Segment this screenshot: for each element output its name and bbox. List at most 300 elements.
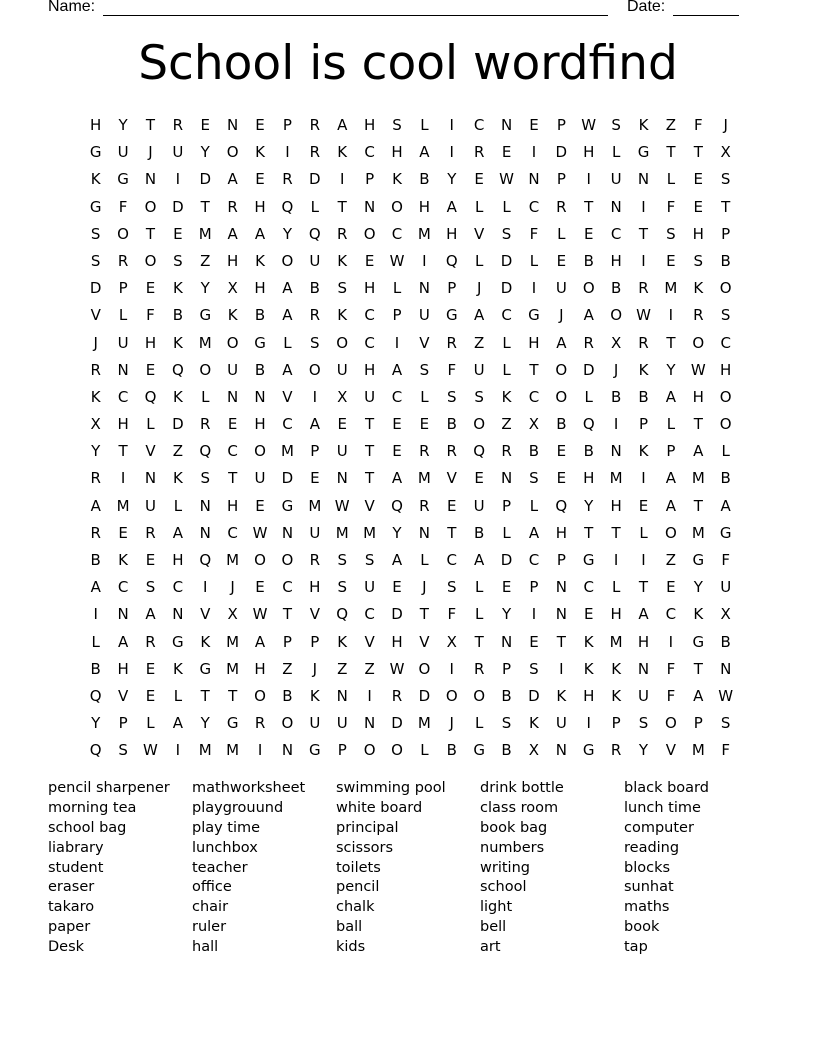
grid-letter: A [117,632,129,651]
grid-letter: G [226,714,239,733]
grid-letter: L [420,551,429,569]
grid-letter: H [172,551,184,569]
grid-letter: R [90,523,101,542]
grid-letter: F [721,551,730,569]
grid-letter: S [90,251,101,270]
word-list-item: light [480,899,513,916]
grid-letter: N [500,116,513,134]
grid-letter: M [308,496,322,515]
grid-letter: E [337,415,347,434]
grid-letter: K [118,551,128,569]
grid-letter: V [145,442,156,461]
grid-letter: P [392,306,402,325]
grid-letter: R [556,197,567,216]
grid-row [82,493,742,520]
grid-letter: M [609,632,623,651]
grid-letter: E [529,116,539,134]
word-list-item: school [480,879,527,896]
grid-letter: L [283,333,292,352]
grid-letter: A [227,170,238,189]
grid-letter: U [638,686,649,705]
grid-row [82,574,742,601]
grid-letter: Y [200,714,210,733]
word-list-item: playgrouund [192,799,284,816]
grid-letter: O [308,360,321,379]
grid-letter: S [720,714,731,733]
grid-letter: I [422,251,427,270]
grid-letter: U [555,279,567,298]
grid-letter: P [666,442,676,461]
grid-letter: I [531,143,537,162]
grid-letter: D [500,551,513,569]
grid-letter: C [528,197,540,216]
grid-letter: L [146,714,155,733]
grid-letter: K [337,632,348,651]
grid-letter: A [665,496,677,515]
grid-letter: L [173,496,183,515]
grid-letter: O [391,741,403,760]
grid-letter: X [610,333,622,352]
grid-letter: P [118,714,128,733]
grid-letter: G [582,551,595,569]
grid-letter: E [583,605,594,624]
grid-letter: I [641,469,646,488]
word-list-item: principal [336,819,399,836]
grid-letter: W [389,659,405,678]
grid-letter: A [391,469,403,488]
grid-letter: A [254,632,266,651]
grid-letter: B [446,415,457,434]
grid-letter: K [90,387,101,406]
grid-letter: P [556,116,566,134]
grid-letter: C [391,387,403,406]
grid-letter: F [666,686,676,705]
grid-letter: U [172,143,184,162]
grid-letter: G [528,306,540,325]
grid-letter: C [446,551,458,569]
grid-letter: S [447,578,457,597]
grid-letter: G [309,741,321,760]
grid-letter: T [693,143,703,162]
grid-letter: O [391,197,403,216]
grid-letter: O [254,551,266,569]
grid-letter: C [528,551,540,569]
word-list-item: sunhat [624,879,674,896]
grid-letter: E [556,251,567,270]
grid-letter: T [365,442,375,461]
grid-letter: V [117,686,129,705]
grid-letter: E [447,496,457,515]
grid-letter: A [474,306,485,325]
grid-letter: K [172,469,183,488]
grid-letter: A [172,523,183,542]
grid-letter: H [227,251,239,270]
grid-letter: R [145,523,156,542]
word-list-item: numbers [480,839,545,856]
grid-letter: B [474,523,485,542]
grid-letter: U [555,714,567,733]
grid-letter: E [666,251,676,270]
grid-letter: L [420,116,429,134]
grid-letter: Z [200,251,211,270]
grid-letter: T [419,605,429,624]
grid-letter: V [474,224,485,243]
grid-letter: J [422,578,427,597]
grid-letter: Y [693,578,703,597]
grid-letter: N [199,523,211,542]
grid-letter: P [282,632,292,651]
grid-letter: L [392,279,402,298]
grid-letter: O [555,360,568,379]
grid-letter: H [610,605,622,624]
grid-letter: P [502,496,512,515]
grid-letter: O [719,415,732,434]
word-list-item: ruler [192,919,227,936]
grid-letter: D [281,469,294,488]
grid-letter: V [364,496,375,515]
letter-grid [82,112,742,765]
grid-letter: M [417,714,431,733]
grid-letter: N [555,741,567,760]
grid-letter: N [418,279,430,298]
grid-letter: T [529,360,539,379]
grid-letter: T [556,632,566,651]
grid-letter: A [90,578,101,597]
grid-letter: G [117,170,129,189]
grid-letter: X [227,605,238,624]
grid-letter: C [117,387,129,406]
grid-letter: U [364,578,376,597]
grid-letter: V [90,306,101,325]
grid-letter: X [720,605,731,624]
grid-letter: O [473,415,486,434]
grid-letter: C [364,333,375,352]
grid-letter: O [336,333,349,352]
grid-letter: L [584,387,593,406]
grid-letter: O [144,197,157,216]
grid-letter: M [198,741,212,760]
grid-letter: I [367,686,372,705]
grid-letter: W [389,251,405,270]
word-list-item: liabrary [48,839,104,856]
grid-letter: B [720,469,731,488]
grid-letter: H [610,496,622,515]
grid-letter: H [446,224,458,243]
grid-letter: N [637,170,650,189]
grid-letter: A [282,360,293,379]
grid-letter: T [721,197,731,216]
grid-letter: H [528,333,540,352]
grid-letter: L [201,387,210,406]
grid-row [82,275,742,302]
grid-letter: R [172,116,184,134]
grid-letter: R [419,496,430,515]
grid-letter: N [637,659,650,678]
grid-letter: L [474,251,484,270]
word-list [48,779,788,958]
grid-letter: H [254,279,266,298]
page-title: School is cool wordfind [138,36,678,91]
grid-letter: Y [392,523,402,542]
grid-letter: O [582,279,595,298]
grid-letter: H [363,116,376,134]
grid-letter: J [230,578,235,597]
grid-letter: N [610,442,622,461]
grid-letter: F [447,605,457,624]
grid-letter: K [556,686,567,705]
date-field-line[interactable] [673,15,739,16]
grid-letter: E [145,360,156,379]
grid-letter: L [611,143,621,162]
grid-letter: C [528,387,540,406]
grid-letter: Y [91,714,101,733]
grid-letter: I [613,415,619,434]
grid-letter: C [720,333,731,352]
grid-letter: L [502,333,511,352]
word-list-item: reading [624,839,680,856]
grid-letter: S [693,251,704,270]
grid-letter: L [666,415,676,434]
grid-letter: Q [199,551,212,569]
grid-letter: L [474,714,484,733]
grid-letter: H [637,632,650,651]
grid-letter: B [90,551,101,569]
grid-letter: P [529,578,539,597]
grid-letter: D [500,251,513,270]
grid-letter: P [310,632,320,651]
grid-row [82,656,742,683]
grid-letter: C [473,116,485,134]
grid-letter: H [610,251,622,270]
grid-letter: H [391,143,403,162]
grid-letter: W [334,496,350,515]
grid-letter: W [499,170,514,189]
word-list-item: student [48,859,104,876]
grid-letter: D [555,143,568,162]
grid-row [82,112,742,139]
grid-letter: G [281,496,294,515]
grid-letter: E [145,659,156,678]
grid-letter: U [227,360,239,379]
grid-letter: L [557,224,566,243]
grid-letter: D [199,170,212,189]
grid-letter: L [474,605,484,624]
grid-letter: S [364,551,375,569]
grid-letter: H [309,578,321,597]
grid-letter: E [310,469,320,488]
grid-letter: P [337,741,347,760]
grid-letter: B [556,415,567,434]
grid-letter: Z [665,116,677,134]
grid-letter: O [664,523,677,542]
grid-letter: E [501,143,512,162]
grid-letter: A [474,551,485,569]
grid-letter: E [364,251,375,270]
grid-letter: I [449,116,454,134]
grid-letter: J [93,333,98,352]
grid-letter: P [365,170,375,189]
grid-letter: R [638,279,649,298]
grid-letter: B [501,686,512,705]
grid-letter: X [528,415,540,434]
grid-letter: P [556,170,566,189]
grid-letter: T [638,224,649,243]
grid-letter: Z [364,659,375,678]
grid-letter: K [337,306,348,325]
grid-letter: R [391,686,403,705]
grid-letter: J [312,659,318,678]
grid-letter: F [721,741,730,760]
grid-letter: H [720,360,732,379]
grid-letter: T [228,686,238,705]
grid-letter: K [337,143,348,162]
grid-letter: P [556,551,566,569]
grid-letter: B [309,279,320,298]
name-label: Name: [48,0,96,15]
grid-letter: J [148,143,153,162]
grid-letter: C [282,415,293,434]
grid-letter: G [473,741,485,760]
grid-letter: G [719,523,732,542]
grid-letter: M [226,632,240,651]
grid-letter: A [528,523,540,542]
grid-letter: U [309,251,321,270]
grid-letter: U [336,442,348,461]
grid-letter: I [257,741,263,760]
grid-letter: B [720,632,731,651]
grid-letter: I [339,170,345,189]
grid-letter: O [254,442,266,461]
grid-letter: U [309,523,321,542]
grid-letter: R [336,224,348,243]
grid-letter: L [146,415,155,434]
grid-letter: T [447,523,457,542]
grid-letter: R [227,197,238,216]
grid-letter: E [255,170,265,189]
grid-letter: K [638,116,649,134]
grid-letter: T [693,415,703,434]
grid-letter: H [555,523,567,542]
grid-letter: B [419,170,430,189]
grid-letter: Z [337,659,348,678]
grid-letter: K [227,306,238,325]
grid-letter: T [145,116,156,134]
word-list-item: paper [48,919,91,936]
grid-letter: O [610,306,623,325]
grid-letter: D [89,279,102,298]
grid-letter: E [529,632,539,651]
grid-letter: S [145,578,156,597]
grid-letter: K [172,333,183,352]
grid-letter: L [420,741,429,760]
grid-row [82,330,742,357]
grid-letter: L [611,578,621,597]
word-list-item: swimming pool [336,780,446,796]
grid-letter: U [144,496,156,515]
grid-letter: Y [666,360,676,379]
grid-letter: K [611,686,622,705]
word-list-item: lunchbox [192,839,258,856]
grid-letter: D [500,279,513,298]
grid-letter: Q [308,224,321,243]
word-list-item: book bag [480,819,548,836]
grid-letter: R [419,442,430,461]
grid-letter: Z [172,442,183,461]
grid-letter: T [584,197,594,216]
grid-letter: A [556,333,567,352]
grid-letter: C [172,578,184,597]
grid-letter: N [610,197,622,216]
grid-letter: K [693,605,704,624]
word-list-item: hall [192,939,219,956]
grid-letter: K [583,659,594,678]
word-list-item: class room [480,799,559,816]
grid-letter: M [116,496,130,515]
grid-letter: N [555,605,567,624]
grid-letter: H [583,143,595,162]
grid-letter: Y [200,143,210,162]
grid-letter: A [337,116,348,134]
grid-letter: M [691,469,705,488]
grid-letter: I [312,387,318,406]
grid-letter: W [252,523,268,542]
grid-letter: S [529,659,539,678]
word-list-item: computer [624,819,694,836]
grid-letter: W [252,605,268,624]
grid-letter: C [117,578,129,597]
grid-letter: B [528,442,540,461]
grid-letter: M [226,741,240,760]
grid-row [82,737,742,764]
grid-letter: G [445,306,458,325]
grid-letter: S [447,387,457,406]
grid-letter: A [227,224,238,243]
grid-letter: E [583,224,594,243]
word-list-item: mathworksheet [192,780,306,796]
grid-letter: O [445,686,458,705]
grid-letter: G [89,143,102,162]
grid-letter: E [392,578,402,597]
grid-letter: W [636,306,651,325]
grid-letter: H [254,659,266,678]
word-list-item: pencil sharpener [48,780,170,796]
grid-letter: S [392,116,402,134]
grid-letter: V [446,469,457,488]
grid-letter: F [693,116,703,134]
grid-letter: X [528,741,540,760]
grid-letter: I [449,659,454,678]
grid-letter: L [420,387,429,406]
grid-letter: A [145,605,156,624]
grid-letter: R [309,143,321,162]
grid-letter: A [638,605,649,624]
grid-row [82,411,742,438]
grid-letter: E [392,442,402,461]
grid-letter: P [282,116,292,134]
grid-letter: I [93,605,98,624]
grid-letter: K [255,143,265,162]
grid-letter: U [336,714,348,733]
grid-letter: L [721,442,730,461]
grid-letter: P [611,714,621,733]
grid-letter: T [200,686,210,705]
grid-letter: D [582,360,595,379]
name-field-line[interactable] [103,15,608,16]
word-list-item: eraser [48,879,95,896]
grid-letter: E [666,578,676,597]
word-list-item: takaro [48,899,95,916]
word-list-item: chalk [336,899,375,916]
